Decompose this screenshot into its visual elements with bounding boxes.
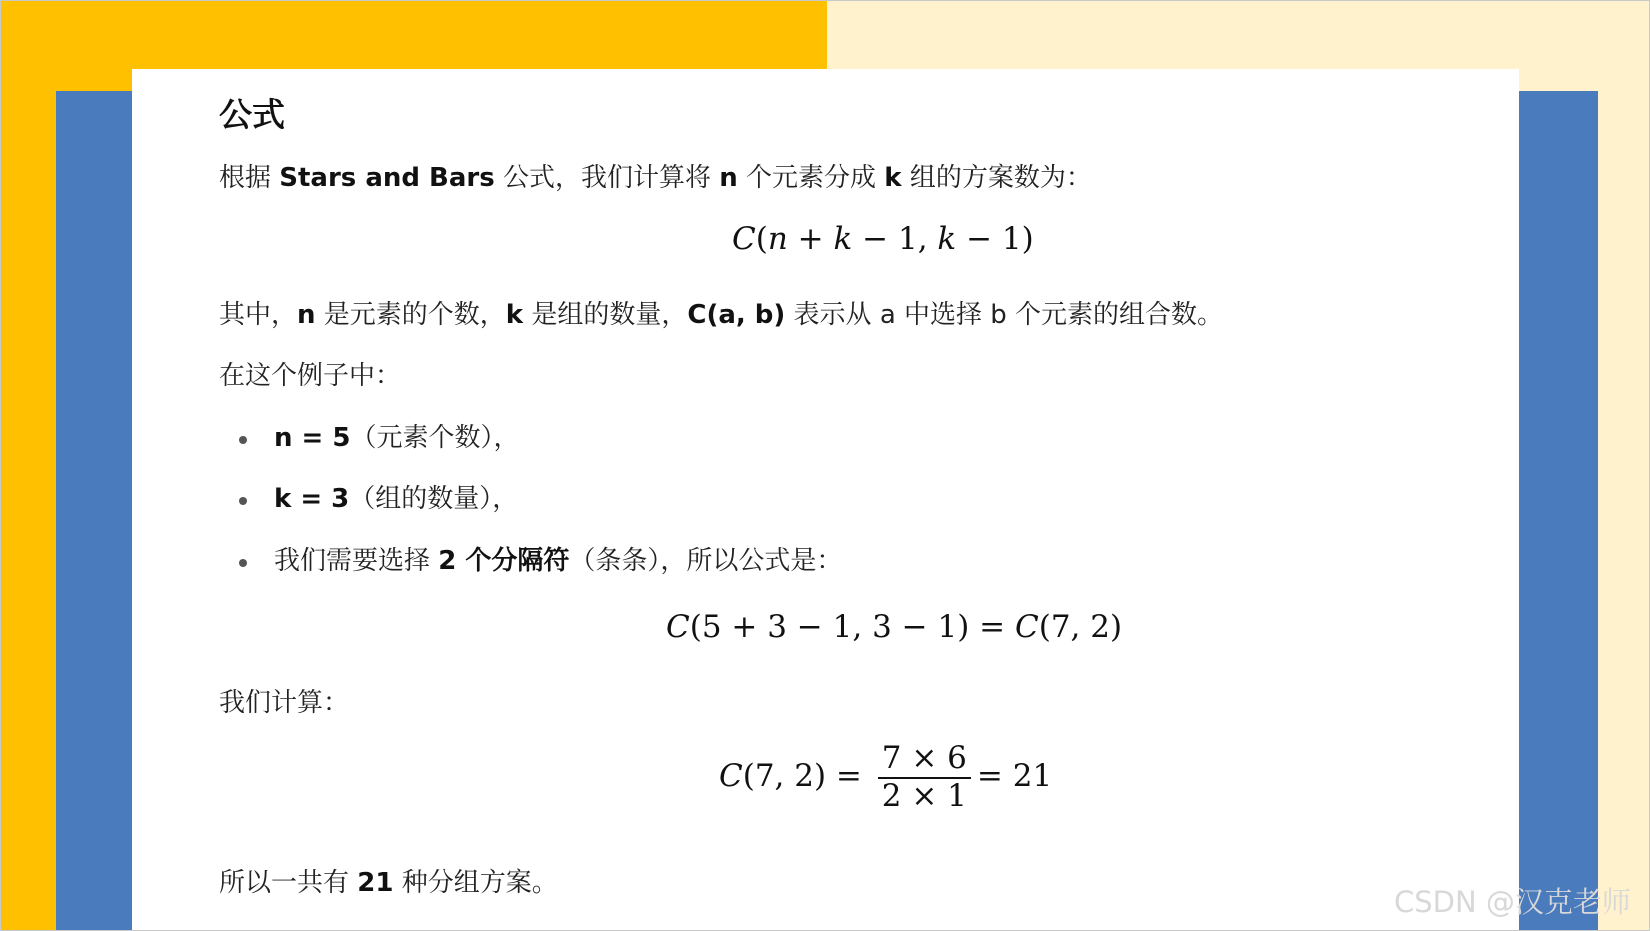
math-text: (5 + 3 − 1, 3 − 1) = bbox=[689, 609, 1015, 645]
bullet-bold: k = 3 bbox=[274, 484, 350, 514]
math-text: − 1) bbox=[956, 221, 1034, 257]
math-symbol: C bbox=[732, 221, 756, 257]
explain-text: 是组的数量， bbox=[523, 300, 688, 330]
bullet-bold: 2 个分隔符 bbox=[438, 546, 570, 576]
conclusion-text: 所以一共有 bbox=[219, 868, 358, 898]
method-name: Stars and Bars bbox=[279, 163, 495, 193]
explain-text: 是元素的个数， bbox=[315, 300, 506, 330]
math-symbol: C bbox=[1014, 609, 1039, 645]
conclusion-text: 种分组方案。 bbox=[393, 868, 558, 898]
math-text: ( bbox=[755, 221, 768, 257]
conclusion-count: 21 bbox=[357, 868, 394, 898]
combination-notation: C(a, b) bbox=[687, 300, 786, 330]
example-intro: 在这个例子中： bbox=[219, 361, 402, 391]
math-text: − 1, bbox=[852, 221, 938, 257]
bullet-text: （条条），所以公式是： bbox=[569, 546, 843, 576]
intro-text: 公式，我们计算将 bbox=[494, 163, 720, 193]
var-k: k bbox=[884, 163, 902, 193]
fraction-numerator: 7 × 6 bbox=[878, 741, 971, 779]
var-k: k bbox=[505, 300, 524, 330]
intro-text: 根据 bbox=[219, 163, 280, 193]
math-symbol: n bbox=[767, 221, 788, 257]
bullet-bold: n = 5 bbox=[274, 423, 351, 453]
explain-text: 表示从 a 中选择 b 个元素的组合数。 bbox=[785, 300, 1224, 330]
bullet-text: 我们需要选择 bbox=[274, 546, 439, 576]
bullet-text: （元素个数）， bbox=[350, 423, 520, 453]
intro-text: 组的方案数为： bbox=[901, 163, 1092, 193]
math-text: + bbox=[787, 221, 834, 257]
intro-text: 个元素分成 bbox=[737, 163, 885, 193]
math-symbol: k bbox=[833, 221, 853, 257]
math-symbol: C bbox=[719, 758, 743, 795]
math-text: (7, 2) bbox=[1038, 609, 1123, 645]
calc-intro: 我们计算： bbox=[219, 688, 350, 718]
math-symbol: C bbox=[666, 609, 690, 645]
math-text: (7, 2) = bbox=[742, 758, 872, 795]
var-n: n bbox=[719, 163, 738, 193]
bullet-text: （组的数量）， bbox=[349, 484, 519, 514]
section-title: 公式 bbox=[219, 95, 285, 134]
math-result: = 21 bbox=[976, 758, 1053, 795]
fraction-denominator: 2 × 1 bbox=[881, 777, 967, 814]
var-n: n bbox=[297, 300, 316, 330]
watermark: CSDN @汉克老师 bbox=[1394, 885, 1631, 919]
math-symbol: k bbox=[937, 221, 957, 257]
explain-text: 其中， bbox=[219, 300, 298, 330]
